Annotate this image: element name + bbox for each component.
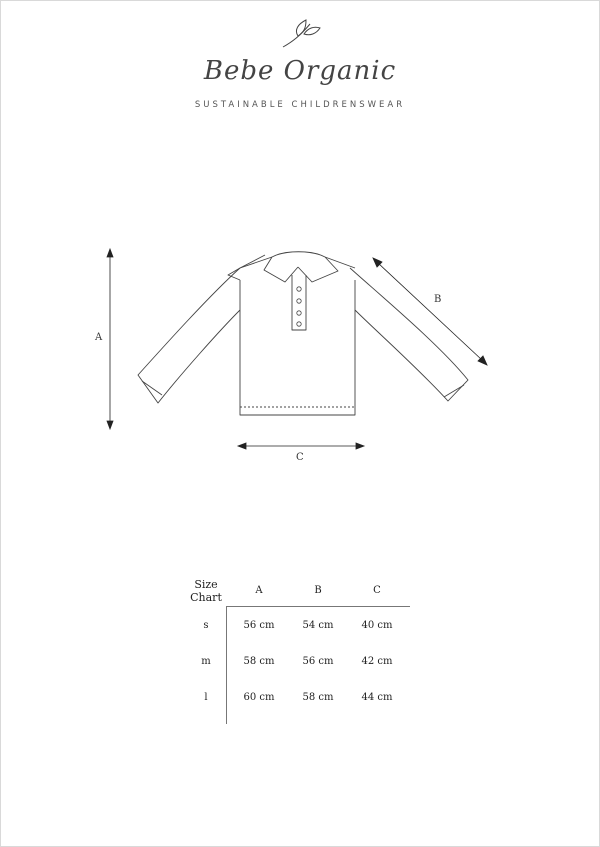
table-header-divider [226,606,410,607]
dimension-b-label: B [434,294,442,305]
row-size-s: s [203,620,209,631]
dimension-b-line [378,263,482,360]
table-cell: 40 cm [361,620,393,631]
table-size-divider [226,606,227,724]
right-sleeve [350,268,468,401]
dimension-a-label: A [95,332,103,343]
brand-name: Bebe Organic [203,56,397,86]
column-header-a: A [255,585,263,596]
table-cell: 56 cm [243,620,275,631]
garment-diagram [80,235,520,475]
leaf-icon [280,14,324,50]
collar-left [264,257,298,282]
table-cell: 44 cm [361,692,393,703]
placket-buttons [297,287,301,326]
table-cell: 58 cm [243,656,275,667]
table-cell: 58 cm [302,692,334,703]
table-cell: 60 cm [243,692,275,703]
collar-right [298,257,338,282]
row-size-m: m [201,656,211,667]
size-chart-header [180,578,232,604]
size-chart-header-line1: Size [194,578,218,591]
row-size-l: l [204,692,208,703]
table-cell: 54 cm [302,620,334,631]
column-header-b: B [314,585,322,596]
dimension-c-label: C [296,452,304,463]
column-header-c: C [373,585,381,596]
brand-tagline: SUSTAINABLE CHILDRENSWEAR [194,100,406,110]
table-cell: 56 cm [302,656,334,667]
table-cell: 42 cm [361,656,393,667]
left-sleeve [138,268,240,403]
size-chart-header-line2: Chart [190,591,222,604]
